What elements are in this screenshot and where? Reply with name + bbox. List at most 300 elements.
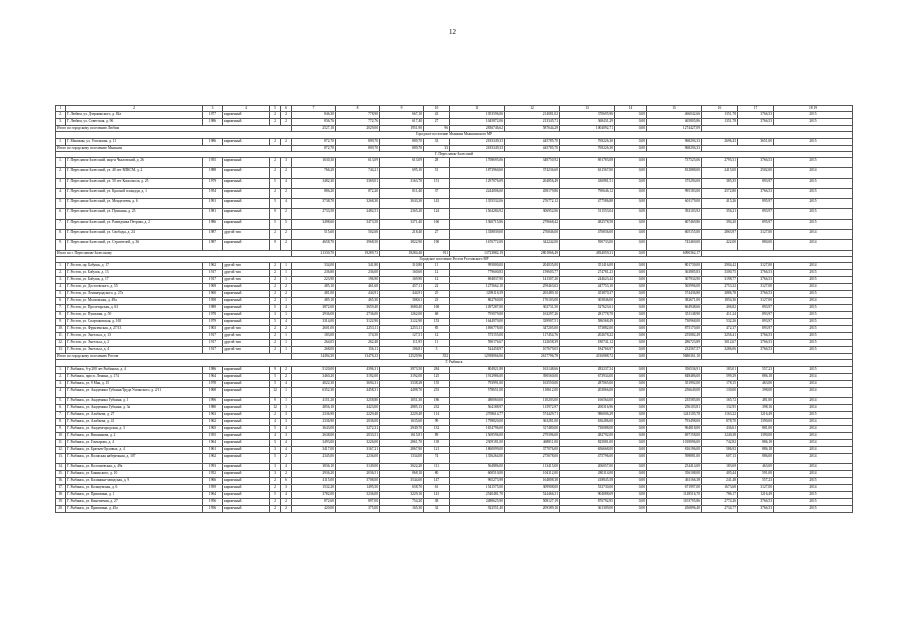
table-cell: 1045872,06 xyxy=(450,119,505,126)
table-cell: 2015 xyxy=(774,492,853,499)
table-cell: 1338839,00 xyxy=(450,230,505,240)
table-cell: 3127,00 xyxy=(738,298,774,305)
table-cell: 2 xyxy=(281,230,292,240)
table-cell: 139 xyxy=(424,439,450,446)
table-cell: 2014 xyxy=(774,453,853,463)
table-cell: 218,40 xyxy=(380,230,424,240)
table-cell: 1 xyxy=(281,298,292,305)
table-cell: 38 xyxy=(424,499,450,506)
column-number: 18 19 xyxy=(774,106,853,112)
table-cell: 3122,90 xyxy=(380,319,424,326)
table-cell: 730968,00 xyxy=(647,319,702,326)
table-cell: другой тип xyxy=(223,263,270,270)
table-cell: 12 xyxy=(424,270,450,277)
table-cell: 886,18 xyxy=(738,439,774,446)
table-cell: 223,90 xyxy=(292,277,336,284)
table-cell: 2 xyxy=(270,298,281,305)
address-cell: Г. Рыбинск, ул. Волочаевская, д. 49а xyxy=(66,464,203,471)
table-cell: 4 xyxy=(281,464,292,471)
table-cell: 2015 xyxy=(774,188,853,198)
table-cell: 886,20 xyxy=(292,188,336,198)
table-cell: 23 xyxy=(424,298,450,305)
housing-register-table xyxy=(55,105,853,513)
table-cell: 1053596,06 xyxy=(450,112,505,119)
table-cell: 74 xyxy=(424,453,450,463)
column-number: 7 xyxy=(292,106,336,112)
subtotal-value: 21330,70 xyxy=(292,250,336,256)
subtotal-value: 1004092,71 xyxy=(560,126,615,132)
subtotal-value: 13723882,19 xyxy=(450,250,505,256)
address-cell: Г. Рыбинск, ул. Академика Губкина/Труда Ухтинского, д. 2/11 xyxy=(66,387,203,397)
table-cell: 463,00 xyxy=(738,380,774,387)
table-cell: 3766,53 xyxy=(738,270,774,277)
table-cell: 695,10 xyxy=(380,168,424,178)
table-cell: 578651,00 xyxy=(450,387,505,397)
table-cell: 2 xyxy=(281,471,292,478)
table-cell: 1958 xyxy=(203,298,223,305)
table-cell: 1564284,92 xyxy=(450,209,505,219)
table-cell: 573882,00 xyxy=(560,326,615,333)
address-cell: Г. Рыбинск, ул. Пришвина, д. 45а xyxy=(66,506,203,513)
table-cell: 153 xyxy=(424,319,450,326)
table-cell: 2014 xyxy=(774,471,853,478)
table-cell: 2014 xyxy=(774,425,853,432)
address-cell: Г. Рыбинск, ул. Кинешемая, д. 27 xyxy=(66,499,203,506)
table-cell: 2 xyxy=(281,326,292,333)
table-cell: 405,44 xyxy=(702,471,738,478)
table-cell: 1163,22 xyxy=(702,411,738,418)
table-cell: 2 xyxy=(281,373,292,380)
table-cell: 2014 xyxy=(774,418,853,425)
table-cell: 1964 xyxy=(203,439,223,446)
table-cell: 0,00 xyxy=(615,439,647,446)
table-cell: 795079,00 xyxy=(450,312,505,319)
table-cell: кирпичный xyxy=(223,397,270,404)
table-cell: 6 xyxy=(281,478,292,485)
table-cell: 2014 xyxy=(774,380,853,387)
table-cell: 0,00 xyxy=(615,373,647,380)
table-cell: 730088,00 xyxy=(560,425,615,432)
table-cell: 351992,00 xyxy=(647,380,702,387)
table-cell: 1977 xyxy=(203,112,223,119)
table-cell: 1955 xyxy=(203,432,223,439)
table-cell: 1964 xyxy=(203,373,223,380)
table-cell: 447753,10 xyxy=(560,284,615,291)
table-cell: 1708695,06 xyxy=(450,158,505,168)
subtotal-value: 809,70 xyxy=(380,145,424,151)
subtotal-value: 2836746,62 xyxy=(450,126,505,132)
table-cell: 786,17 xyxy=(702,492,738,499)
table-cell: 9. xyxy=(56,425,66,432)
table-cell: 3. xyxy=(56,277,66,284)
table-cell: 691783,08 xyxy=(560,158,615,168)
table-cell: 0,00 xyxy=(615,506,647,513)
table-cell: 284 xyxy=(424,366,450,373)
table-cell: кирпичный xyxy=(223,411,270,418)
table-cell: 1955 xyxy=(203,158,223,168)
address-cell: Г. Переславль-Залесский, мкр-н Чкаловский, д. 26 xyxy=(66,158,203,168)
table-cell: 0,00 xyxy=(615,209,647,219)
table-cell: кирпичный xyxy=(223,158,270,168)
table-cell: 115972,97 xyxy=(505,404,560,411)
table-cell: 1917 xyxy=(203,333,223,340)
table-cell: 3460,20 xyxy=(292,373,336,380)
table-cell: 2 xyxy=(281,284,292,291)
table-cell: 279668,42 xyxy=(505,219,560,229)
table-cell: 385,35 xyxy=(702,178,738,188)
table-cell: 61 xyxy=(424,485,450,492)
address-cell: Г. Ростов, ул. Московская, д. 49а xyxy=(66,298,203,305)
table-cell: 33 xyxy=(424,138,450,145)
table-cell: кирпичный xyxy=(223,284,270,291)
table-cell: 374236,60 xyxy=(505,168,560,178)
subtotal-value: 4516988,72 xyxy=(560,354,615,360)
table-cell: 132,95 xyxy=(702,404,738,411)
table-cell: 2696,43 xyxy=(702,138,738,145)
table-cell: 2014 xyxy=(774,464,853,471)
table-cell: 3149,00 xyxy=(336,464,380,471)
table-cell: 2 xyxy=(270,499,281,506)
table-cell: другой тип xyxy=(223,277,270,284)
table-cell: 0,00 xyxy=(615,366,647,373)
address-cell: Г. Любим, ул. Советская, д. 96 xyxy=(66,119,203,126)
table-cell: 3163,70 xyxy=(380,178,424,188)
table-cell: 213345,71 xyxy=(505,119,560,126)
table-cell: 481,00 xyxy=(738,397,774,404)
table-cell: 2229,40 xyxy=(336,411,380,418)
table-cell: 2015 xyxy=(774,199,853,209)
table-cell: 1. xyxy=(56,138,66,145)
table-cell: 0,00 xyxy=(615,397,647,404)
table-cell: 790646,12 xyxy=(560,188,615,198)
table-cell: 2015 xyxy=(774,209,853,219)
table-cell: 1 xyxy=(281,277,292,284)
table-cell: 1 xyxy=(281,340,292,347)
table-cell: 2 xyxy=(281,499,292,506)
table-cell: 3127,00 xyxy=(738,230,774,240)
table-cell: другой тип xyxy=(223,333,270,340)
table-cell: 4115,00 xyxy=(292,478,336,485)
table-cell: 4856,10 xyxy=(292,404,336,411)
table-cell: кирпичный xyxy=(223,446,270,453)
table-cell: 2014 xyxy=(774,432,853,439)
table-cell: 1241105,78 xyxy=(647,411,702,418)
table-cell: 9 xyxy=(270,366,281,373)
table-cell: 268,00 xyxy=(292,347,336,354)
table-cell: 1917 xyxy=(203,277,223,284)
table-cell: 3. xyxy=(56,380,66,387)
table-cell: 18. xyxy=(56,492,66,499)
table-cell: 617,40 xyxy=(380,119,424,126)
table-cell: 14. xyxy=(56,464,66,471)
table-cell: 286723,89 xyxy=(647,340,702,347)
table-cell: 1569596,00 xyxy=(450,432,505,439)
address-cell: Г. Мышкин, ул. Успенская, д. 11 xyxy=(66,138,203,145)
table-row xyxy=(56,230,853,240)
table-cell: 480060,00 xyxy=(450,397,505,404)
table-cell: 104112,00 xyxy=(505,471,560,478)
table-cell: 0,00 xyxy=(615,492,647,499)
table-cell: 5. xyxy=(56,291,66,298)
table-cell: 968294,33 xyxy=(647,138,702,145)
table-cell: 468811,00 xyxy=(505,439,560,446)
address-cell: Г. Ростов, ул. Энгельса, д. 13 xyxy=(66,333,203,340)
table-cell: 2365,20 xyxy=(380,209,424,219)
table-cell: 2885,13 xyxy=(380,404,424,411)
table-cell: 3482,30 xyxy=(292,178,336,188)
table-cell: 1956 xyxy=(203,506,223,513)
table-cell: 394,20 xyxy=(702,219,738,229)
address-cell: Г. Рыбинск, ул. Калинина-заводская, д. 9 xyxy=(66,478,203,485)
table-row xyxy=(56,168,853,178)
table-cell: 2 xyxy=(281,168,292,178)
table-cell: 7. xyxy=(56,305,66,312)
table-cell: кирпичный xyxy=(223,298,270,305)
table-cell: 334,00 xyxy=(292,263,336,270)
table-cell: 904088,69 xyxy=(560,492,615,499)
table-cell: 13. xyxy=(56,347,66,354)
table-cell: 11 xyxy=(424,340,450,347)
table-cell: 2736,00 xyxy=(336,312,380,319)
table-cell: 4. xyxy=(56,284,66,291)
table-cell: 8. xyxy=(56,312,66,319)
table-cell: 1 xyxy=(281,397,292,404)
table-cell: 10. xyxy=(56,432,66,439)
subtotal-value: 12529,96 xyxy=(380,354,424,360)
table-cell: 872,60 xyxy=(292,499,336,506)
table-cell: 3198,77 xyxy=(702,277,738,284)
subtotal-value: 0,00 xyxy=(615,145,647,151)
table-cell: 368431,29 xyxy=(560,119,615,126)
table-cell: 9. xyxy=(56,319,66,326)
table-cell: 2936,00 xyxy=(292,312,336,319)
table-cell: 422,00 xyxy=(702,240,738,250)
table-cell: 2 xyxy=(281,240,292,250)
table-cell: 565996,00 xyxy=(647,284,702,291)
table-cell: 2014 xyxy=(774,230,853,240)
table-cell: 2014 xyxy=(774,439,853,446)
table-cell: 0,00 xyxy=(615,112,647,119)
column-number: 6 xyxy=(281,106,292,112)
table-cell: 281778,70 xyxy=(560,312,615,319)
table-row xyxy=(56,404,853,411)
table-cell: кирпичный xyxy=(223,439,270,446)
table-cell: 141 xyxy=(424,492,450,499)
table-cell: 183,00 xyxy=(292,333,336,340)
table-cell: 3766,53 xyxy=(738,112,774,119)
table-cell: другой тип xyxy=(223,270,270,277)
table-cell: 2502,00 xyxy=(738,168,774,178)
table-cell: 3043,30 xyxy=(380,199,424,209)
table-cell: 607,13 xyxy=(702,453,738,463)
table-cell: 262,40 xyxy=(336,340,380,347)
table-cell: 303846,00 xyxy=(560,298,615,305)
table-cell: кирпичный xyxy=(223,387,270,397)
table-cell: 586,92 xyxy=(702,446,738,453)
table-cell: 169,90 xyxy=(380,277,424,284)
table-cell: 515,60 xyxy=(292,230,336,240)
column-number: 1 xyxy=(56,106,66,112)
address-cell: Г. Ростов, ул. Бабушк, д. 13 xyxy=(66,270,203,277)
table-cell: 2 xyxy=(270,291,281,298)
table-cell: 575155,00 xyxy=(450,333,505,340)
table-cell: кирпичный xyxy=(223,492,270,499)
table-cell: 2936,20 xyxy=(292,471,336,478)
table-cell: 236,00 xyxy=(336,270,380,277)
table-cell: 4458,31 xyxy=(336,387,380,397)
table-cell: 183,69 xyxy=(702,464,738,471)
table-cell: 1275662,10 xyxy=(450,284,505,291)
table-cell: 302731,50 xyxy=(505,305,560,312)
address-cell: Г. Переславль-Залесский, ул. Пушкина, д. 23 xyxy=(66,209,203,219)
table-cell: 2 xyxy=(270,112,281,119)
table-cell: 2 xyxy=(270,230,281,240)
table-cell: 1. xyxy=(56,366,66,373)
table-cell: 3473,50 xyxy=(336,219,380,229)
table-cell: 816196,00 xyxy=(647,446,702,453)
table-cell: 6. xyxy=(56,298,66,305)
table-row xyxy=(56,380,853,387)
table-cell: 274781,23 xyxy=(560,270,615,277)
table-cell: 0,00 xyxy=(615,471,647,478)
address-cell: Г. Рыбинск, ул. Кольцевская, д. 6 xyxy=(66,485,203,492)
table-cell: кирпичный xyxy=(223,291,270,298)
table-cell: 1497287,00 xyxy=(450,305,505,312)
table-cell: 382671,00 xyxy=(647,298,702,305)
subtotal-value: 0,00 xyxy=(615,354,647,360)
subtotal-value: 33 xyxy=(424,145,450,151)
table-cell: 4022,30 xyxy=(292,380,336,387)
table-cell: 0,00 xyxy=(615,240,647,250)
table-cell: 557,23 xyxy=(738,366,774,373)
table-cell: 3226,00 xyxy=(336,439,380,446)
table-cell: кирпичный xyxy=(223,168,270,178)
table-cell: 5 xyxy=(270,373,281,380)
table-cell: 3314,00 xyxy=(292,319,336,326)
table-cell: 206057,00 xyxy=(560,464,615,471)
table-cell: 3371,40 xyxy=(380,219,424,229)
table-cell: 3766,53 xyxy=(738,119,774,126)
table-cell: 0,00 xyxy=(615,347,647,354)
address-cell: Г. Любим, ул. Дзержинского, д. 82а xyxy=(66,112,203,119)
table-cell: 3192,00 xyxy=(336,373,380,380)
table-cell: 342242,00 xyxy=(505,240,560,250)
table-cell: 1654796,00 xyxy=(450,425,505,432)
table-row xyxy=(56,312,853,319)
column-number: 9 xyxy=(380,106,424,112)
address-cell: Г. Рыбинск, ул. Волжская набережная, д. 107 xyxy=(66,453,203,463)
table-cell: 1965 xyxy=(203,425,223,432)
address-cell: Г. Рыбинск, ул. 9 Мая, д. 15 xyxy=(66,380,203,387)
subtotal-value: 2183349,33 xyxy=(450,145,505,151)
table-cell: 159603,77 xyxy=(505,270,560,277)
table-cell: 1018096,00 xyxy=(647,439,702,446)
table-cell: 1986 xyxy=(203,138,223,145)
table-cell: 3651,00 xyxy=(738,138,774,145)
table-cell: 2 xyxy=(281,506,292,513)
table-cell: кирпичный xyxy=(223,312,270,319)
table-row xyxy=(56,298,853,305)
table-cell: 363885,83 xyxy=(647,270,702,277)
table-cell: 1903 xyxy=(203,326,223,333)
subtotal-value: 445785,70 xyxy=(505,145,560,151)
table-cell: 307934,90 xyxy=(647,277,702,284)
table-cell: 190 xyxy=(424,240,450,250)
table-cell: 5 xyxy=(281,219,292,229)
table-cell: 2014 xyxy=(774,263,853,270)
table-cell: 0,00 xyxy=(615,230,647,240)
table-cell: 0,00 xyxy=(615,270,647,277)
column-number: 10 xyxy=(424,106,450,112)
table-cell: 1912986,00 xyxy=(450,373,505,380)
table-cell: 0,00 xyxy=(615,138,647,145)
table-cell: 3766,53 xyxy=(738,347,774,354)
table-cell: 117454,76 xyxy=(505,333,560,340)
table-cell: 4 xyxy=(281,319,292,326)
table-cell: 485,10 xyxy=(292,284,336,291)
table-cell: 3766,53 xyxy=(738,506,774,513)
table-cell: 600510,00 xyxy=(450,471,505,478)
table-cell: 2 xyxy=(270,168,281,178)
table-cell: 2 xyxy=(270,411,281,418)
table-cell: 1635,60 xyxy=(380,418,424,425)
table-cell: 836,76 xyxy=(292,119,336,126)
table-cell: 12 xyxy=(424,333,450,340)
table-cell: 3680,40 xyxy=(380,305,424,312)
table-cell: кирпичный xyxy=(223,478,270,485)
table-cell: 2015 xyxy=(774,312,853,319)
table-cell: 995183,00 xyxy=(647,188,702,198)
table-cell: 2015 xyxy=(774,347,853,354)
column-number: 8 xyxy=(336,106,380,112)
table-cell: 253 xyxy=(424,387,450,397)
table-cell: 472,37 xyxy=(702,326,738,333)
column-number: 2 xyxy=(66,106,203,112)
table-cell: 456896,40 xyxy=(647,506,702,513)
table-cell: 4 xyxy=(281,178,292,188)
table-cell: 825081,00 xyxy=(560,439,615,446)
table-cell: 2015 xyxy=(774,270,853,277)
table-cell: 1798820,00 xyxy=(450,418,505,425)
table-cell: 1917 xyxy=(203,270,223,277)
subtotal-label: Итого по городскому поселению Мышкин xyxy=(56,145,292,151)
table-cell: 5 xyxy=(270,319,281,326)
table-cell: 0,00 xyxy=(615,199,647,209)
table-cell: 2 xyxy=(270,270,281,277)
table-cell: 2014 xyxy=(774,373,853,380)
table-cell: 3167,21 xyxy=(336,446,380,453)
table-cell: 2774,26 xyxy=(702,499,738,506)
table-cell: 176103,00 xyxy=(505,298,560,305)
table-cell: 392103,92 xyxy=(647,209,702,219)
table-cell: 444,91 xyxy=(336,291,380,298)
table-cell: 461166,38 xyxy=(647,478,702,485)
table-cell: 361309,00 xyxy=(560,506,615,513)
table-row xyxy=(56,506,853,513)
table-cell: 1356264,00 xyxy=(450,453,505,463)
table-cell: 85 xyxy=(424,326,450,333)
table-cell: 1673,68 xyxy=(702,485,738,492)
table-row xyxy=(56,432,853,439)
table-cell: кирпичный xyxy=(223,119,270,126)
table-row xyxy=(56,471,853,478)
table-cell: 2 xyxy=(281,453,292,463)
table-cell: 881,00 xyxy=(738,425,774,432)
table-row xyxy=(56,284,853,291)
table-cell: 3 xyxy=(281,485,292,492)
table-cell: 2015 xyxy=(774,119,853,126)
table-row xyxy=(56,119,853,126)
